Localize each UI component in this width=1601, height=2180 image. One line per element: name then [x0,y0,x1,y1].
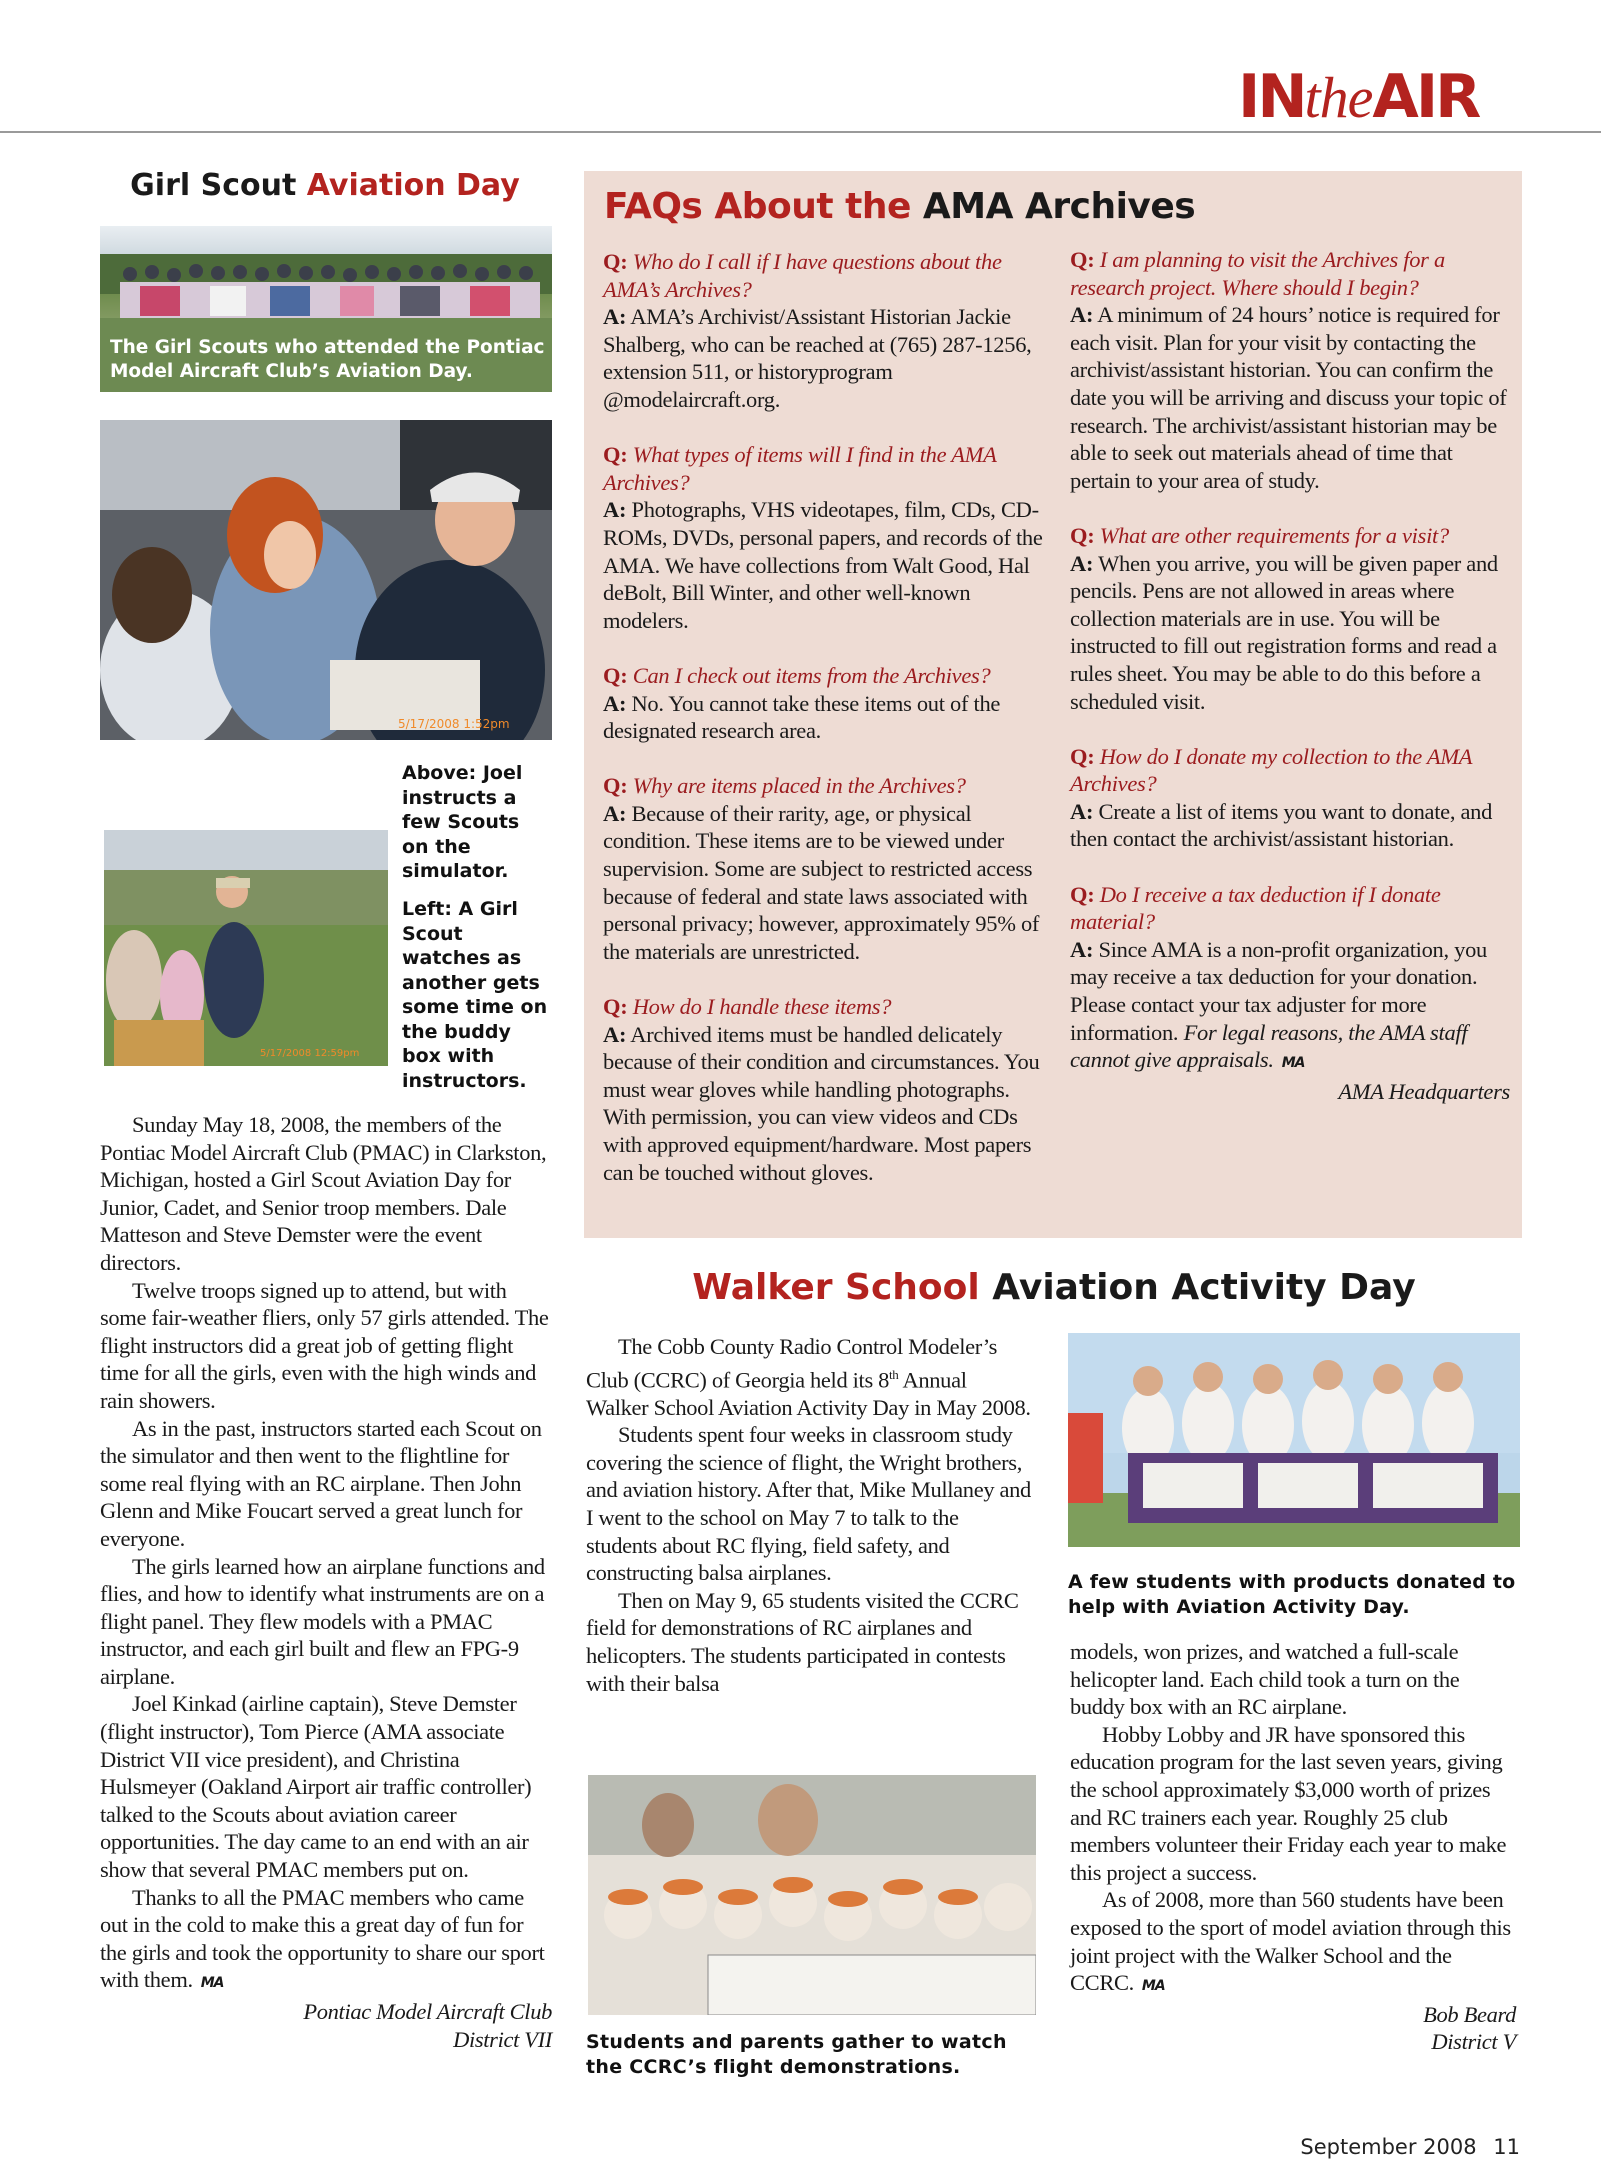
girl-scout-article [100,1111,552,2053]
crowd-photo-caption: Students and parents gather to watch the CCRC’s flight demonstrations. [586,2031,1007,2078]
footer-issue: September 2008 [1300,2135,1477,2159]
page-footer [1270,2135,1520,2159]
walker-paragraph: The Cobb County Radio Control Modeler’s Club (CCRC) of Georgia held its 8th Annual Walker School Aviation Activity Day in May 2008. [586,1334,1031,1420]
field-illustration [104,830,388,1066]
faq-question: What types of items will I find in the AMA Archives? [603,442,997,495]
students-products-photo [1068,1333,1520,1547]
faq-signature: AMA Headquarters [1338,1078,1510,1104]
simulator-photo-timestamp: 5/17/2008 1:52pm [398,717,510,731]
faq-question: What are other requirements for a visit? [1099,522,1449,548]
walker-paragraph: models, won prizes, and watched a full-scale helicopter land. Each child took a turn on the buddy box with an RC airplane. [1070,1639,1460,1720]
girl-scout-paragraph: Joel Kinkad (airline captain), Steve Demster (flight instructor), Tom Pierce (AMA associate District VII vice president), and Christina Hulsmeyer (Oakland Airport air traffic controller) talked to the Scouts about aviation career opportunities. The day came to an end with an air show that several PMAC members put on. [100,1691,532,1883]
girl-scout-paragraph: Twelve troops signed up to attend, but with some fair-weather fliers, only 57 girls attended. The flight instructors did a great job of getting flight time for all the girls, even with the high winds and rain showers. [100,1277,549,1413]
faq-item: Q: Who do I call if I have questions about the AMA’s Archives? A: AMA’s Archivist/Assistant Historian Jackie Shalberg, who can be reached at (765) 287-1256, extension 511, or historyprogram @modelaircraft.org. [603,249,1032,412]
ma-end-mark: MA [200,1975,224,1992]
girl-scout-title: Girl Scout Aviation Day [130,168,520,203]
ma-end-mark: MA [1141,1978,1165,1995]
group-photo-caption: The Girl Scouts who attended the Pontiac Model Aircraft Club’s Aviation Day. [110,337,545,382]
faq-item: Q: What are other requirements for a visit? A: When you arrive, you will be given paper and pencils. Pens are not allowed in areas where collection materials are in use. You will be instructed to fill out registration forms and read a rules sheet. You may be able to do this before a scheduled visit. [1070,522,1498,714]
faq-title: FAQs About the AMA Archives [604,186,1196,227]
walker-paragraph: Students spent four weeks in classroom study covering the science of flight, the Wright brothers, and aviation history. After that, Mike Mullaney and I went to the school on May 7 to talk to the students about RC flying, field safety, and constructing balsa airplanes. [586,1422,1031,1586]
girl-scout-paragraph: As in the past, instructors started each Scout on the simulator and then went to the flightline for some real flying with an RC airplane. Then John Glenn and Mike Foucart served a great lunch for everyone. [100,1415,542,1551]
crowd-illustration [588,1775,1036,2015]
faq-item: Q: Do I receive a tax deduction if I donate material? A: Since AMA is a non-profit organization, you may receive a tax deduction for your donation. Please contact your tax adjuster for more information. For legal reasons, the AMA staff cannot give appraisals. MA [1070,881,1487,1073]
faq-answer: No. You cannot take these items out of the designated research area. [603,690,1001,744]
faq-question: Why are items placed in the Archives? [632,773,966,799]
walker-title: Walker School Aviation Activity Day [692,1267,1416,1308]
students-photo-caption: A few students with products donated to help with Aviation Activity Day. [1068,1571,1516,1618]
faq-answer: A minimum of 24 hours’ notice is required for each visit. Plan for your visit by contacting the archivist/assistant historian. You can confirm the date you will be arriving and discuss your topic of research. The archivist/assistant historian may be able to seek out materials ahead of time that pertain to your area of study. [1070,302,1507,493]
walker-signature-district: District V [1431,2029,1516,2055]
faq-question: How do I donate my collection to the AMA Archives? [1070,743,1472,797]
girl-scout-paragraph: Sunday May 18, 2008, the members of the Pontiac Model Aircraft Club (PMAC) in Clarkston, Michigan, hosted a Girl Scout Aviation Day for Junior, Cadet, and Senior troop members. Dale Matteson and Steve Demster were the event directors. [100,1112,547,1275]
faq-column-1 [603,248,1043,1214]
faq-question: Do I receive a tax deduction if I donate material? [1070,881,1441,935]
faq-answer: Create a list of items you want to donate, and then contact the archivist/assistant historian. [1070,798,1493,852]
buddy-box-caption: Left: A Girl Scout watches as another gets some time on the buddy box with instructors. [402,898,548,1092]
faq-answer: When you arrive, you will be given paper and pencils. Pens are not allowed in areas where collection materials are in use. You will be instructed to fill out registration forms and read a rules sheet. You may be able to do this before a scheduled visit. [1070,550,1498,714]
footer-page-number: 11 [1493,2135,1520,2159]
logo-the: the [1304,65,1373,130]
faq-item: Q: How do I donate my collection to the AMA Archives? A: Create a list of items you want to donate, and then contact the archivist/assistant historian. [1070,743,1493,852]
faq-question: I am planning to visit the Archives for a research project. Where should I begin? [1070,247,1445,300]
simulator-illustration [100,420,552,740]
faq-question: Can I check out items from the Archives? [632,662,991,688]
faq-item: Q: I am planning to visit the Archives for a research project. Where should I begin? A: A minimum of 24 hours’ notice is required for each visit. Plan for your visit by contacting the archivist/assistant historian. You can confirm the date you will be arriving and discuss your topic of research. The archivist/assistant historian may be able to seek out materials ahead of time that pertain to your area of study. [1070,247,1507,493]
ma-end-mark: MA [1281,1055,1305,1072]
faq-answer: Since AMA is a non-profit organization, you may receive a tax deduction for your donation. Please contact your tax adjuster for more information. [1070,936,1487,1045]
girl-scout-paragraph: Thanks to all the PMAC members who came out in the cold to make this a great day of fun for the girls and took the opportunity to share our sport with them. MA [100,1884,545,1993]
faq-answer: Photographs, VHS videotapes, film, CDs, CD-ROMs, DVDs, personal papers, and records of the AMA. We have collections from Walt Good, Hal deBolt, Bill Winter, and other well-known modelers. [603,497,1043,633]
faq-item: Q: Why are items placed in the Archives? A: Because of their rarity, age, or physical condition. These items are to be viewed under supervision. Some are subject to restricted access because of federal and state laws associated with personal privacy; however, approximately 95% of the materials are unrestricted. [603,773,1040,964]
logo-in: IN [1238,62,1305,132]
faq-item: Q: What types of items will I find in the AMA Archives? A: Photographs, VHS videotapes, film, CDs, CD-ROMs, DVDs, personal papers, and records of the AMA. We have collections from Walt Good, Hal deBolt, Bill Winter, and other well-known modelers. [603,442,1043,633]
students-illustration [1068,1333,1520,1547]
logo-air: AIR [1372,62,1479,132]
faq-answer: AMA’s Archivist/Assistant Historian Jackie Shalberg, who can be reached at (765) 287-1256, extension 511, or historyprogram @modelaircraft.org. [603,304,1032,412]
faq-column-2 [1070,246,1510,1133]
walker-column-2 [1070,1638,1516,2056]
faq-item: Q: How do I handle these items? A: Archived items must be handled delicately because of their condition and circumstances. You must wear gloves while handling photographs. With permission, you can view videos and CDs with approved equipment/hardware. Most papers can be touched without gloves. [603,994,1040,1185]
faq-question: How do I handle these items? [632,994,892,1020]
faq-answer: Because of their rarity, age, or physical condition. These items are to be viewed under supervision. Some are subject to restricted access because of federal and state laws associated with personal privacy; however, approximately 95% of the materials are unrestricted. [603,800,1040,964]
faq-legal-note: For legal reasons, the AMA staff cannot give appraisals. [1070,1019,1468,1073]
walker-paragraph: Then on May 9, 65 students visited the CCRC field for demonstrations of RC airplanes and helicopters. The students participated in contests with their balsa [586,1587,1019,1696]
buddy-box-photo [104,830,388,1066]
buddy-box-photo-timestamp: 5/17/2008 12:59pm [260,1048,360,1059]
flight-demo-crowd-photo [588,1775,1036,2015]
faq-question: Who do I call if I have questions about the AMA’s Archives? [603,249,1002,302]
walker-signature-name: Bob Beard [1423,2001,1516,2027]
faq-answer: Archived items must be handled delicately because of their condition and circumstances. You must wear gloves while handling photographs. With permission, you can view videos and CDs with approved equipment/hardware. Most papers can be touched without gloves. [603,1021,1040,1185]
walker-paragraph: As of 2008, more than 560 students have been exposed to the sport of model aviation through this joint project with the Walker School and the CCRC. MA [1070,1887,1511,1996]
section-logo [1238,62,1518,134]
girl-scout-signature-district: District VII [453,2026,552,2052]
simulator-photo [100,420,552,740]
faq-item: Q: Can I check out items from the Archives? A: No. You cannot take these items out of the designated research area. [603,662,1001,744]
girl-scout-paragraph: The girls learned how an airplane functions and flies, and how to identify what instruments are on a flight panel. They flew models with a PMAC instructor, and each girl built and flew an FPG-9 airplane. [100,1553,545,1689]
girl-scouts-group-photo [100,226,552,392]
simulator-caption: Above: Joel instructs a few Scouts on the simulator. [402,762,523,882]
walker-column-1 [586,1333,1032,1697]
girl-scout-signature-club: Pontiac Model Aircraft Club [303,1999,552,2024]
walker-paragraph: Hobby Lobby and JR have sponsored this education program for the last seven years, giving the school approximately $3,000 worth of prizes and RC trainers each year. Roughly 25 club members volunteer their Friday each year to make this project a success. [1070,1721,1507,1885]
